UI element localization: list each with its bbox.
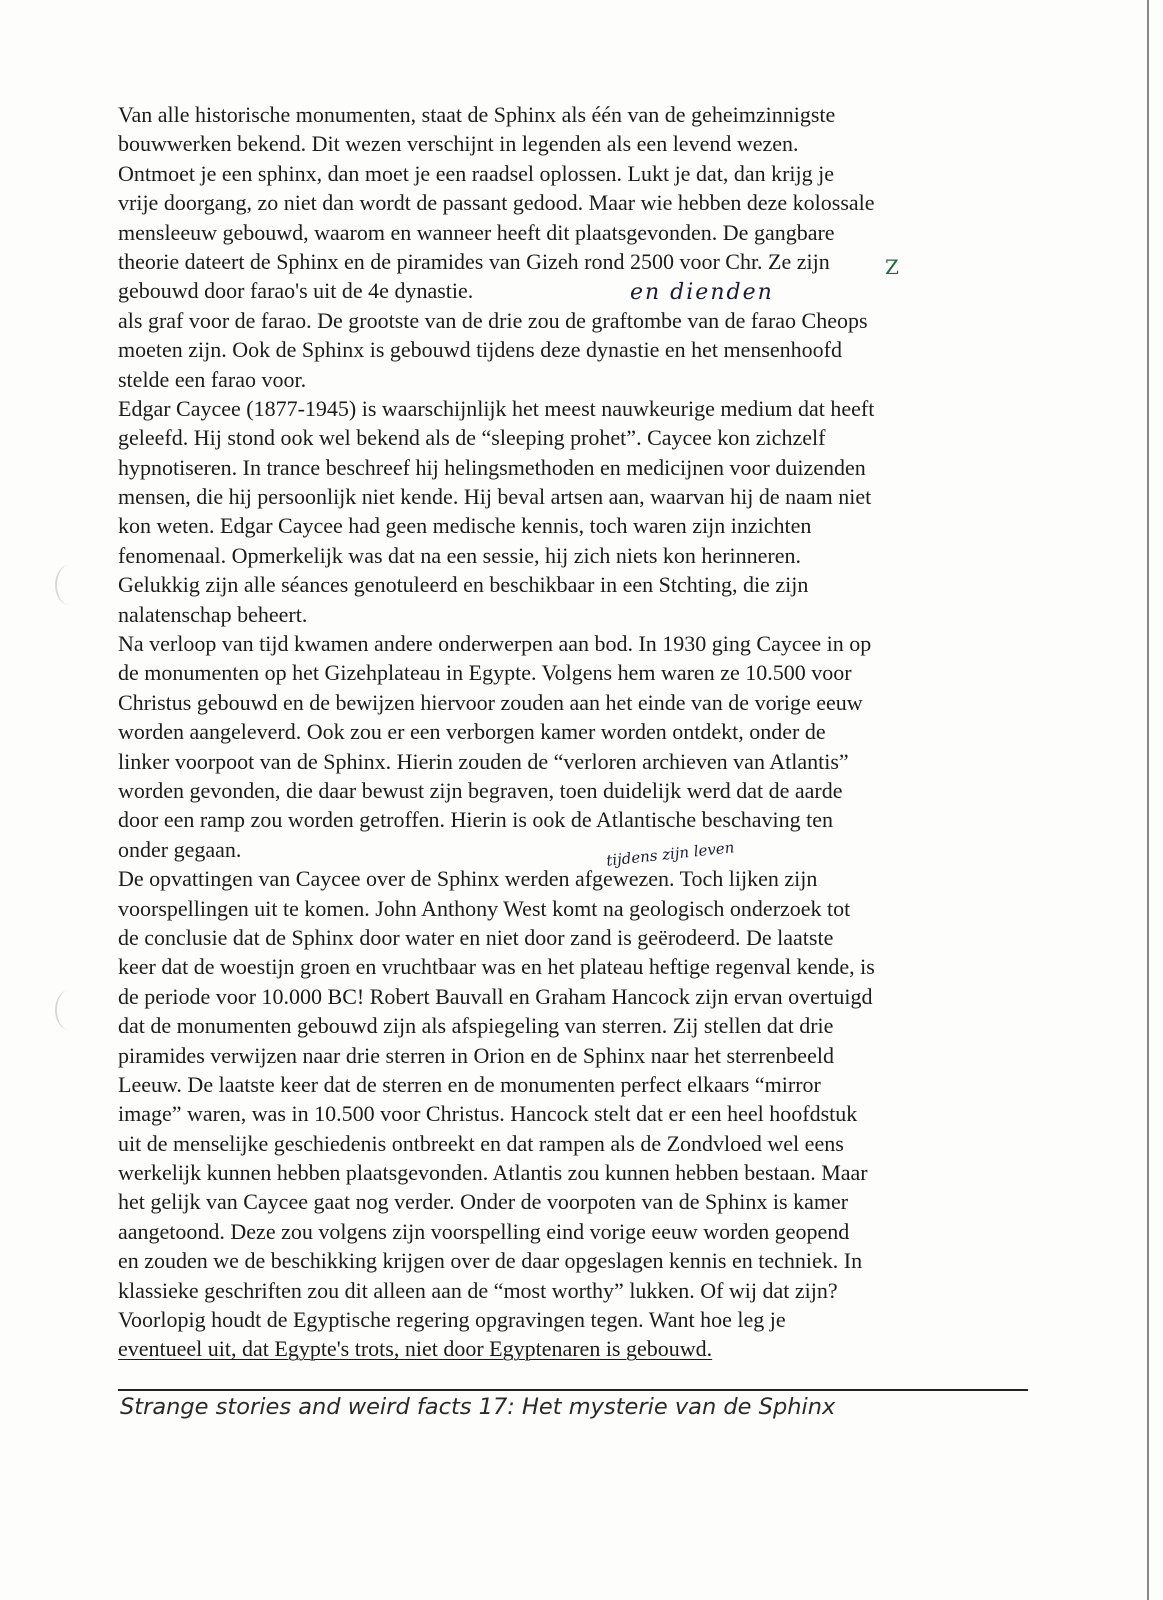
text-line: aangetoond. Deze zou volgens zijn voorspelling eind vorige eeuw worden geopend (118, 1218, 850, 1244)
footer-rule (118, 1389, 1028, 1391)
text-line: mensen, die hij persoonlijk niet kende. Hij beval artsen aan, waarvan hij de naam niet (118, 484, 872, 510)
text-line: geleefd. Hij stond ook wel bekend als de “sleeping prohet”. Caycee kon zichzelf (118, 425, 826, 451)
punch-hole-shadow (55, 565, 83, 605)
text-line: Gelukkig zijn alle séances genotuleerd en beschikbaar in een Stchting, die zijn (118, 572, 809, 598)
text-line: en zouden we de beschikking krijgen over de daar opgeslagen kennis en techniek. In (118, 1248, 863, 1274)
text-line: door een ramp zou worden getroffen. Hierin is ook de Atlantische beschaving ten (118, 807, 833, 833)
text-line: Christus gebouwd en de bewijzen hiervoor zouden aan het einde van de vorige eeuw (118, 689, 863, 715)
page-edge-shadow (1147, 0, 1149, 1600)
text-line: Edgar Caycee (1877-1945) is waarschijnlijk het meest nauwkeurige medium dat heeft (118, 395, 875, 421)
text-line: moeten zijn. Ook de Sphinx is gebouwd tijdens deze dynastie en het mensenhoofd (118, 337, 843, 363)
handwritten-insert: tijdens zijn leven (605, 838, 736, 870)
text-line: dat de monumenten gebouwd zijn als afspiegeling van sterren. Zij stellen dat drie (118, 1013, 834, 1039)
text-line: Van alle historische monumenten, staat de Sphinx als één van de geheimzinnigste (118, 102, 836, 127)
text-line: werkelijk kunnen hebben plaatsgevonden. Atlantis zou kunnen hebben bestaan. Maar (118, 1160, 868, 1186)
text-line: klassieke geschriften zou dit alleen aan de “most worthy” lukken. Of wij dat zijn? (118, 1277, 838, 1303)
text-line: fenomenaal. Opmerkelijk was dat na een sessie, hij zich niets kon herinneren. (118, 542, 801, 568)
text-line: linker voorpoot van de Sphinx. Hierin zouden de “verloren archieven van Atlantis” (118, 748, 849, 774)
text-line: voorspellingen uit te komen. John Anthony West komt na geologisch onderzoek tot (118, 895, 851, 921)
text-line: image” waren, was in 10.500 voor Christus. Hancock stelt dat er een heel hoofdstuk (118, 1101, 858, 1127)
text-line: onder gegaan. (118, 836, 242, 862)
text-line: kon weten. Edgar Caycee had geen medische kennis, toch waren zijn inzichten (118, 513, 812, 539)
punch-hole-shadow (55, 990, 83, 1030)
text-line: de periode voor 10.000 BC! Robert Bauvall en Graham Hancock zijn ervan overtuigd (118, 983, 873, 1009)
text-line: bouwwerken bekend. Dit wezen verschijnt in legenden als een levend wezen. (118, 131, 799, 157)
text-line: Voorlopig houdt de Egyptische regering opgravingen tegen. Want hoe leg je (118, 1307, 786, 1333)
text-line: mensleeuw gebouwd, waarom en wanneer heeft dit plaatsgevonden. De gangbare (118, 219, 835, 245)
text-line: stelde een farao voor. (118, 366, 307, 392)
correction-mark: Z (885, 255, 899, 279)
text-line: het gelijk van Caycee gaat nog verder. Onder de voorpoten van de Sphinx is kamer (118, 1189, 849, 1215)
text-line: nalatenschap beheert. (118, 601, 308, 627)
text-line: De opvattingen van Caycee over de Sphinx werden afgewezen. Toch lijken zijn (118, 866, 818, 892)
handwritten-insert: en dienden (630, 280, 774, 305)
text-line: vrije doorgang, zo niet dan wordt de passant gedood. Maar wie hebben deze kolossale (118, 190, 875, 216)
text-line: Ontmoet je een sphinx, dan moet je een raadsel oplossen. Lukt je dat, dan krijg je (118, 160, 835, 186)
footer-title: Strange stories and weird facts 17: Het mysterie van de Sphinx (120, 1394, 836, 1420)
text-line: worden gevonden, die daar bewust zijn begraven, toen duidelijk werd dat de aarde (118, 777, 843, 803)
text-line: uit de menselijke geschiedenis ontbreekt en dat rampen als de Zondvloed wel eens (118, 1130, 844, 1156)
article-body (118, 100, 1038, 1364)
text-line-last: eventueel uit, dat Egypte's trots, niet door Egyptenaren is gebouwd. (118, 1336, 713, 1362)
text-line: als graf voor de farao. De grootste van de drie zou de graftombe van de farao Cheops (118, 307, 868, 333)
text-line: theorie dateert de Sphinx en de piramides van Gizeh rond 2500 voor Chr. Ze zijn (118, 248, 830, 274)
text-line: de monumenten op het Gizehplateau in Egypte. Volgens hem waren ze 10.500 voor (118, 660, 852, 686)
text-line: gebouwd door farao's uit de 4e dynastie. (118, 278, 474, 304)
text-line: de conclusie dat de Sphinx door water en niet door zand is geërodeerd. De laatste (118, 924, 834, 950)
text-line: hypnotiseren. In trance beschreef hij helingsmethoden en medicijnen voor duizenden (118, 454, 866, 480)
text-line: worden aangeleverd. Ook zou er een verborgen kamer worden ontdekt, onder de (118, 719, 826, 745)
text-line: piramides verwijzen naar drie sterren in Orion en de Sphinx naar het sterrenbeeld (118, 1042, 834, 1068)
text-line: keer dat de woestijn groen en vruchtbaar was en het plateau heftige regenval kende, is (118, 954, 875, 980)
text-line: Leeuw. De laatste keer dat de sterren en de monumenten perfect elkaars “mirror (118, 1071, 821, 1097)
text-line: Na verloop van tijd kwamen andere onderwerpen aan bod. In 1930 ging Caycee in op (118, 631, 872, 657)
